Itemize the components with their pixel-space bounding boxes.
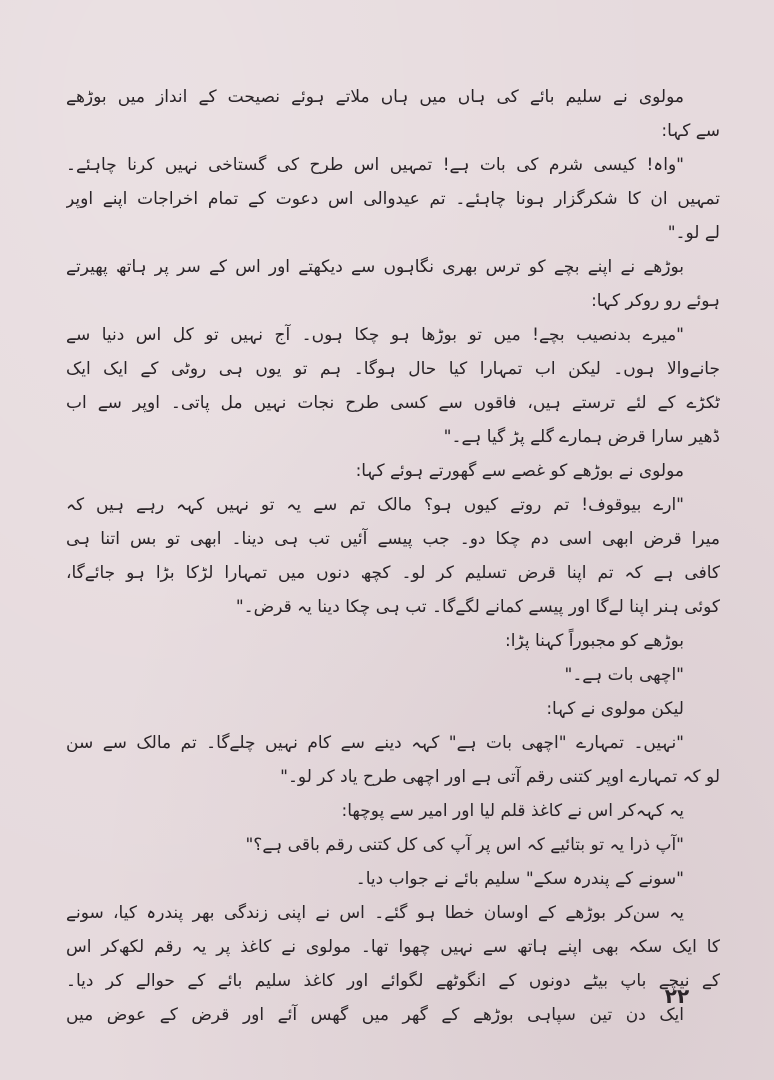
text-line: کافی ہے کہ تم اپنا قرض تسلیم کر لو۔ کچھ دنوں میں تمہارا لڑکا بڑا ہو جائےگا، [66, 563, 720, 583]
text-line: بوڑھے نے اپنے بچے کو ترس بھری نگاہوں سے دیکھتے اور اس کے سر پر ہاتھ پھیرتے [66, 257, 684, 277]
text-line: یہ کہہ‌کر اس نے کاغذ قلم لیا اور امیر سے پوچھا: [341, 801, 684, 821]
text-line: میرا قرض ابھی اسی دم چکا دو۔ جب پیسے آئیں تب ہی دینا۔ ابھی تو بس اتنا ہی [66, 529, 720, 549]
text-line: لیکن مولوی نے کہا: [546, 699, 684, 719]
text-line: "نہیں۔ تمہارے "اچھی بات ہے" کہہ دینے سے کام نہیں چلےگا۔ تم مالک سے سن [66, 733, 684, 753]
text-line: "اچھی بات ہے۔" [564, 665, 684, 685]
text-line: "سونے کے پندرہ سکے" سلیم بائے نے جواب دیا۔ [355, 869, 684, 889]
text-line: تمہیں ان کا شکرگزار ہونا چاہئے۔ تم عیدوالی اس دعوت کے تمام اخراجات اپنے اوپر [66, 189, 720, 209]
text-line: مولوی نے بوڑھے کو غصے سے گھورتے ہوئے کہا: [355, 461, 684, 481]
text-line: کا ایک سکہ بھی اپنے ہاتھ سے نہیں چھوا تھا۔ مولوی نے کاغذ پر یہ رقم لکھ‌کر اس [66, 937, 720, 957]
text-line: مولوی نے سلیم بائے کی ہاں میں ہاں ملاتے ہوئے نصیحت کے انداز میں بوڑھے [66, 87, 684, 107]
body-text [66, 80, 720, 1032]
text-line: کوئی ہنر اپنا لےگا اور پیسے کمانے لگےگا۔ تب ہی چکا دینا یہ قرض۔" [235, 597, 720, 617]
text-line: "واہ! کیسی شرم کی بات ہے! تمہیں اس طرح کی گستاخی نہیں کرنا چاہئے۔ [66, 155, 684, 175]
text-line: بوڑھے کو مجبوراً کہنا پڑا: [505, 631, 684, 651]
text-line: "ارے بیوقوف! تم روتے کیوں ہو؟ مالک تم سے یہ تو نہیں کہہ رہے ہیں کہ [66, 495, 684, 515]
text-line: ایک دن تین سپاہی بوڑھے کے گھر میں گھس آئے اور قرض کے عوض میں [66, 1005, 684, 1025]
text-line: یہ سن‌کر بوڑھے کے اوسان خطا ہو گئے۔ اس نے اپنی زندگی بھر پندرہ کیا، سونے [66, 903, 684, 923]
text-line: "میرے بدنصیب بچے! میں تو بوڑھا ہو چکا ہوں۔ آج نہیں تو کل اس دنیا سے [66, 325, 684, 345]
text-line: جانےوالا ہوں۔ لیکن اب تمہارا کیا حال ہوگا۔ ہم تو یوں ہی روٹی کے ایک ایک [66, 359, 720, 379]
text-line: ٹکڑے کے لئے ترستے ہیں، فاقوں سے کسی طرح نجات نہیں مل پاتی۔ اوپر سے اب [66, 393, 720, 413]
text-line: لو کہ تمہارے اوپر کتنی رقم آتی ہے اور اچھی طرح یاد کر لو۔" [280, 767, 720, 787]
text-line: "آپ ذرا یہ تو بتائیے کہ اس پر آپ کی کل کتنی رقم باقی ہے؟" [245, 835, 684, 855]
page-number: ۲۲ [664, 984, 690, 1008]
text-line: ہوئے رو روکر کہا: [591, 291, 720, 311]
text-line: سے کہا: [661, 121, 720, 141]
text-line: کے نیچے باپ بیٹے دونوں کے انگوٹھے لگوائے اور کاغذ سلیم بائے کے حوالے کر دیا۔ [66, 971, 720, 991]
text-line: لے لو۔" [667, 223, 720, 243]
text-line: ڈھیر سارا قرض ہمارے گلے پڑ گیا ہے۔" [443, 427, 720, 447]
